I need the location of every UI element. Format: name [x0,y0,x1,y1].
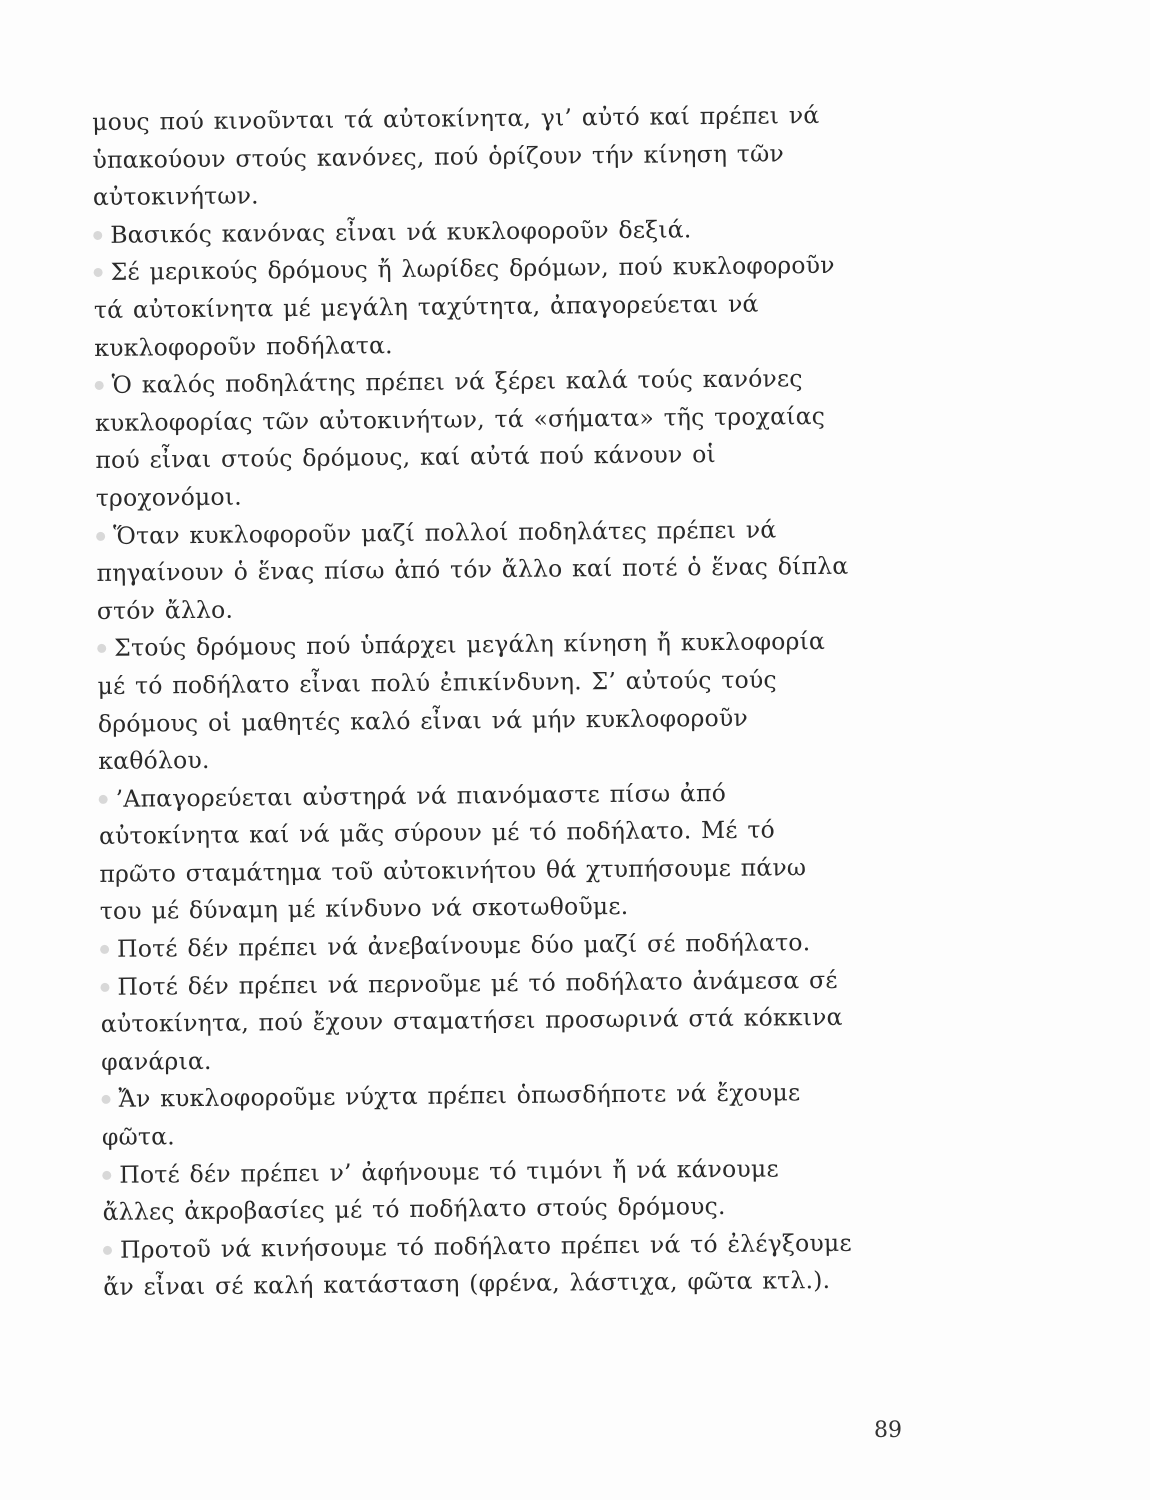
text-column [92,97,856,1307]
bullet-dot-icon [103,1246,112,1255]
paragraph: ’Απαγορεύεται αὐστηρά νά πιανόμαστε πίσω ἀπό αὐτοκίνητα καί νά μᾶς σύρουν μέ τό ποδήλατο. Μέ τό πρῶτο σταμάτημα τοῦ αὐτοκινήτου θά χτυπήσουμε πάνω του μέ δύναμη μέ κίνδυνο νά σκοτωθοῦμε. [98,778,807,926]
bullet-dot-icon [102,1095,111,1104]
bullet-dot-icon [96,531,105,540]
bullet-dot-icon [102,1170,111,1179]
bullet-dot-icon [95,381,104,390]
bullet-dot-icon [100,983,109,992]
paragraph: Βασικός κανόνας εἶναι νά κυκλοφοροῦν δεξιά. [93,210,845,255]
bullet-dot-icon [93,231,102,240]
paragraph: Ὁ καλός ποδηλάτης πρέπει νά ξέρει καλά τούς κανόνες κυκλοφορίας τῶν αὐτοκινήτων, τά «σήματα» τῆς τροχαίας πού εἶναι στούς δρόμους, καί αὐτά πού κάνουν οἱ τροχονόμοι. [94,364,826,512]
paragraph: Στούς δρόμους πού ὑπάρχει μεγάλη κίνηση ἤ κυκλοφορία μέ τό ποδήλατο εἶναι πολύ ἐπικίνδυνη. Σ’ αὐτούς τούς δρόμους οἱ μαθητές καλό εἶναι νά μήν κυκλοφοροῦν καθόλου. [97,627,826,776]
bullet-dot-icon [100,945,109,954]
bullet-dot-icon [99,795,108,804]
paragraph: μους πού κινοῦνται τά αὐτοκίνητα, γι’ αὐτό καί πρέπει νά ὑπακούουν στούς κανόνες, πού ὁρίζουν τήν κίνηση τῶν αὐτοκινήτων. [92,101,820,212]
paragraph: Ποτέ δέν πρέπει νά ἀνεβαίνουμε δύο μαζί σέ ποδήλατο. [100,924,852,969]
paragraph: Ποτέ δέν πρέπει ν’ ἀφήνουμε τό τιμόνι ἤ νά κάνουμε ἄλλες ἀκροβασίες μέ τό ποδήλατο στούς δρόμους. [102,1154,779,1227]
paragraph: Ἄν κυκλοφοροῦμε νύχτα πρέπει ὁπωσδήποτε νά ἔχουμε φῶτα. [101,1078,801,1151]
page-number: 89 [874,1418,902,1443]
bullet-dot-icon [97,644,106,653]
bullet-dot-icon [94,268,103,277]
paragraph: Ὅταν κυκλοφοροῦν μαζί πολλοί ποδηλάτες πρέπει νά πηγαίνουν ὁ ἕνας πίσω ἀπό τόν ἄλλο καί ποτέ ὁ ἕνας δίπλα στόν ἄλλο. [96,514,849,625]
paragraph: Σέ μερικούς δρόμους ἤ λωρίδες δρόμων, πού κυκλοφοροῦν τά αὐτοκίνητα μέ μεγάλη ταχύτητα, ἀπαγορεύεται νά κυκλοφοροῦν ποδήλατα. [93,251,835,362]
paragraph: Προτοῦ νά κινήσουμε τό ποδήλατο πρέπει νά τό ἐλέγξουμε ἄν εἶναι σέ καλή κατάσταση (φρένα, λάστιχα, φῶτα κτλ.). [103,1228,852,1302]
paragraph: Ποτέ δέν πρέπει νά περνοῦμε μέ τό ποδήλατο ἀνάμεσα σέ αὐτοκίνητα, πού ἔχουν σταματήσει προσωρινά στά κόκκινα φανάρια. [100,965,843,1076]
